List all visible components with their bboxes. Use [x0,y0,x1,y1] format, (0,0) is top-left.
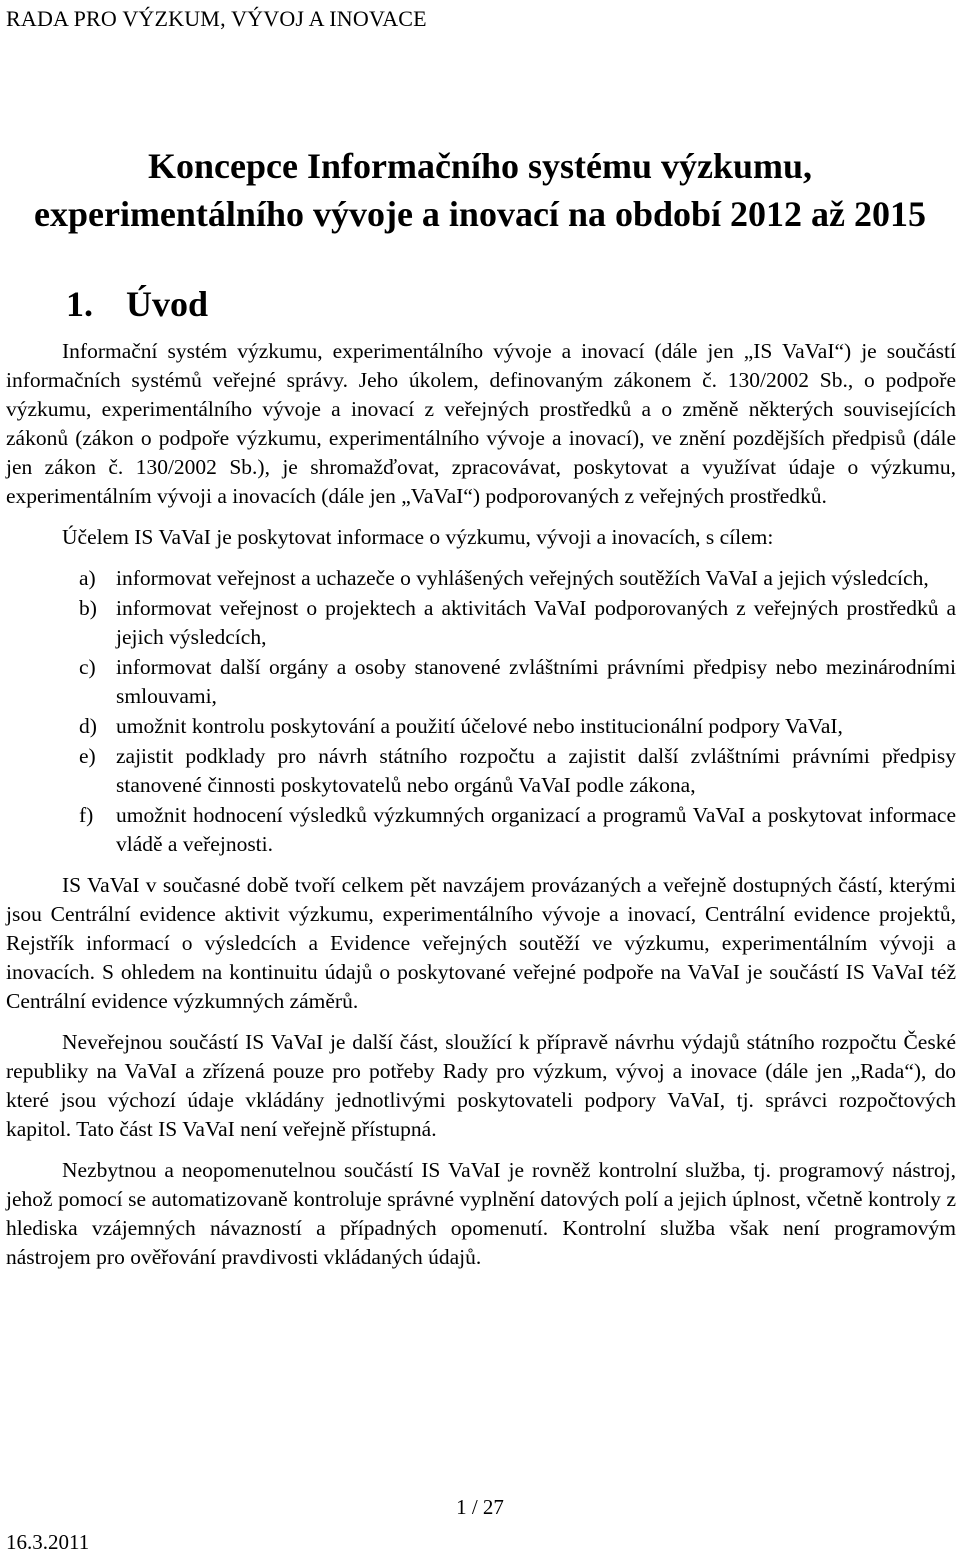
purpose-list [6,564,956,859]
list-item-text: informovat veřejnost o projektech a aktivitách VaVaI podporovaných z veřejných prostředků a jejich výsledcích, [116,596,956,649]
list-marker: d) [79,714,97,738]
list-item [6,742,956,800]
section-title: Úvod [126,284,209,324]
list-item [6,712,956,741]
list-marker: a) [79,566,96,590]
list-marker: b) [79,596,97,620]
section-heading [66,282,208,326]
title-line-2: experimentálního vývoje a inovací na období 2012 až 2015 [33,194,927,234]
list-marker: f) [79,803,94,827]
list-item-text: informovat další orgány a osoby stanovené zvláštními právními předpisy nebo mezinárodními smlouvami, [116,655,956,708]
page-number: 1 / 27 [456,1495,504,1519]
document-date: 16.3.2011 [6,1530,90,1554]
list-item [6,801,956,859]
list-marker: c) [79,655,96,679]
list-item-text: umožnit kontrolu poskytování a použití účelové nebo institucionální podpory VaVaI, [116,714,843,738]
list-item-text: informovat veřejnost a uchazeče o vyhlášených veřejných soutěžích VaVaI a jejich výsledcích, [116,566,929,590]
list-item-text: zajistit podklady pro návrh státního rozpočtu a zajistit další zvláštními právními předpisy stanovené činnosti poskytovatelů nebo orgánů VaVaI podle zákona, [116,744,956,797]
list-item [6,594,956,652]
title-line-1: Koncepce Informačního systému výzkumu, [148,146,812,186]
section-number: 1. [66,284,93,324]
document-body [6,337,956,1284]
document-title [0,142,960,238]
list-item [6,653,956,711]
document-header: RADA PRO VÝZKUM, VÝVOJ A INOVACE [6,6,427,31]
list-marker: e) [79,744,96,768]
paragraph-nonpublic: Neveřejnou součástí IS VaVaI je další část, sloužící k přípravě návrhu výdajů státního rozpočtu České republiky na VaVaI a zřízená pouze pro potřeby Rady pro výzkum, vývoj a inovace (dále jen „Rada“), do které jsou výchozí údaje vkládány jednotlivými poskytovateli podpory VaVaI, tj. správci rozpočtových kapitol. Tato část IS VaVaI není veřejně přístupná. [6,1030,956,1141]
paragraph-control-service: Nezbytnou a neopomenutelnou součástí IS VaVaI je rovněž kontrolní služba, tj. programový nástroj, jehož pomocí se automatizovaně kontroluje správné vyplnění datových polí a jejich úplnost, včetně kontroly z hlediska vzájemných návazností a případných opomenutí. Kontrolní služba však není programovým nástrojem pro ověřování pravdivosti vkládaných údajů. [6,1158,956,1269]
list-item [6,564,956,593]
list-intro: Účelem IS VaVaI je poskytovat informace o výzkumu, vývoji a inovacích, s cílem: [62,525,774,549]
paragraph-parts: IS VaVaI v současné době tvoří celkem pět navzájem provázaných a veřejně dostupných částí, kterými jsou Centrální evidence aktivit výzkumu, experimentálního vývoje a inovací, Centrální evidence projektů, Rejstřík informací o výsledcích a Evidence veřejných soutěží ve výzkumu, experimentálním vývoji a inovacích. S ohledem na kontinuitu údajů o poskytované veřejné podpoře na VaVaI je součástí IS VaVaI též Centrální evidence výzkumných záměrů. [6,873,956,1013]
list-item-text: umožnit hodnocení výsledků výzkumných organizací a programů VaVaI a poskytovat informace vládě a veřejnosti. [116,803,956,856]
paragraph-intro: Informační systém výzkumu, experimentálního vývoje a inovací (dále jen „IS VaVaI“) je součástí informačních systémů veřejné správy. Jeho úkolem, definovaným zákonem č. 130/2002 Sb., o podpoře výzkumu, experimentálního vývoje a inovací z veřejných prostředků a o změně některých souvisejících zákonů (zákon o podpoře výzkumu, experimentálního vývoje a inovací), ve znění pozdějších předpisů (dále jen zákon č. 130/2002 Sb.), je shromažďovat, zpracovávat, poskytovat a využívat údaje o výzkumu, experimentálním vývoji a inovacích (dále jen „VaVaI“) podporovaných z veřejných prostředků. [6,339,956,508]
